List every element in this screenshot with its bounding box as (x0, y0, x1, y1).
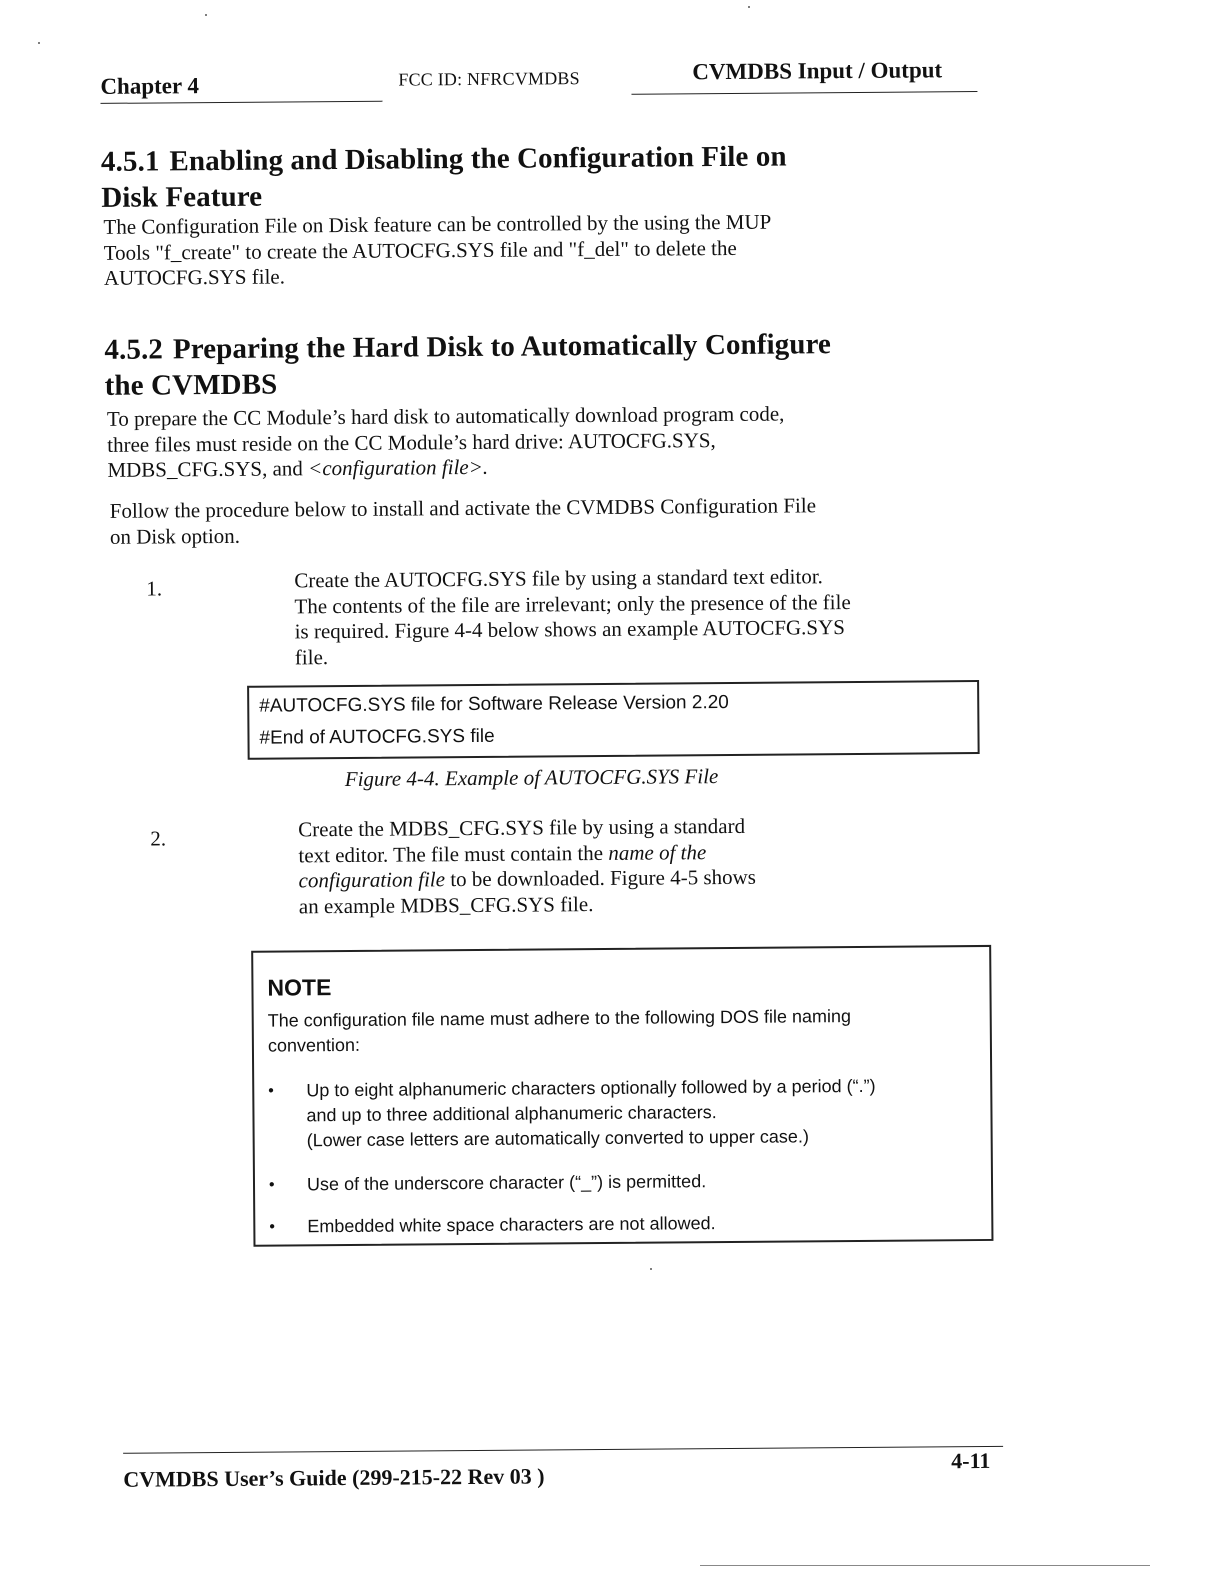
step-text: text editor. The file must contain the (298, 840, 609, 867)
step-text: to be downloaded. Figure 4-5 shows (444, 864, 756, 892)
header-section-title: CVMDBS Input / Output (692, 57, 943, 85)
paragraph-line: Follow the procedure below to install and activate the CVMDBS Configuration File (109, 493, 817, 523)
bullet-line: and up to three additional alphanumeric characters. (306, 1102, 717, 1126)
step-2-text (298, 813, 879, 920)
step-italic-text: configuration file (298, 867, 446, 893)
paragraph-line: three files must reside on the CC Module’s hard drive: AUTOCFG.SYS, (107, 427, 716, 457)
section-451-number: 4.5.1 (100, 145, 160, 178)
note-box (251, 945, 993, 1247)
paragraph-line: Tools "f_create" to create the AUTOCFG.SYS file and "f_del" to delete the (103, 235, 737, 265)
section-451-paragraph (103, 208, 964, 291)
scan-speck (38, 42, 40, 44)
note-intro (268, 1003, 948, 1058)
header-fcc-id: FCC ID: NFRCVMDBS (398, 68, 580, 90)
paragraph-line: AUTOCFG.SYS file. (103, 264, 286, 290)
section-451-heading (101, 137, 1002, 216)
section-452-title-line1: Preparing the Hard Disk to Automatically Configure (172, 328, 832, 366)
bullet-icon: • (268, 1176, 275, 1194)
step-1-text (294, 563, 985, 670)
note-line: convention: (267, 1034, 361, 1056)
step-line: an example MDBS_CFG.SYS file. (298, 891, 594, 918)
paragraph-line: To prepare the CC Module’s hard disk to automatically download program code, (106, 401, 785, 431)
step-line: The contents of the file are irrelevant; only the presence of the file (294, 589, 851, 618)
bullet-line: Up to eight alphanumeric characters optionally followed by a period (“.”) (306, 1075, 876, 1101)
step-line: file. (294, 644, 329, 669)
step-line: Create the AUTOCFG.SYS file by using a standard text editor. (294, 564, 823, 593)
step-line: Create the MDBS_CFG.SYS file by using a standard (298, 813, 746, 842)
footer-guide-title: CVMDBS User’s Guide (299-215-22 Rev 03 ) (123, 1463, 545, 1492)
paragraph-line: on Disk option. (109, 523, 241, 549)
section-452-paragraph-2 (110, 492, 990, 550)
section-451-title-line1: Enabling and Disabling the Configuration File on (169, 140, 787, 178)
bullet-line: Use of the underscore character (“_”) is permitted. (306, 1171, 707, 1195)
bullet-line: Embedded white space characters are not allowed. (307, 1213, 716, 1237)
scan-speck (748, 6, 750, 8)
header-rule-left (101, 101, 383, 104)
bullet-line: (Lower case letters are automatically converted to upper case.) (306, 1126, 809, 1151)
configuration-file-placeholder: <configuration file>. (308, 454, 489, 481)
section-452-number: 4.5.2 (104, 333, 164, 366)
step-1-number: 1. (146, 576, 163, 601)
section-452-title-line2: the CVMDBS (104, 368, 278, 402)
paragraph-line: The Configuration File on Disk feature can be controlled by the using the MUP (103, 209, 772, 239)
scan-edge-line (700, 1565, 1150, 1566)
scan-speck (650, 1268, 652, 1270)
scan-speck (205, 14, 207, 16)
section-452-paragraph-1 (107, 400, 988, 483)
figure-4-4-caption: Figure 4-4. Example of AUTOCFG.SYS File (344, 764, 719, 792)
step-italic-text: name of the (608, 839, 707, 865)
step-2-number: 2. (150, 826, 167, 851)
step-line: is required. Figure 4-4 below shows an example AUTOCFG.SYS (294, 615, 845, 644)
figure-4-4-code-box (247, 680, 980, 760)
header-rule-right (631, 91, 977, 95)
note-line: The configuration file name must adhere to the following DOS file naming (267, 1006, 852, 1031)
code-line: #AUTOCFG.SYS file for Software Release Version 2.20 (259, 691, 729, 717)
footer-page-number: 4-11 (951, 1447, 991, 1474)
section-451-title-line2: Disk Feature (101, 180, 263, 214)
header-chapter: Chapter 4 (100, 73, 200, 99)
section-452-heading (104, 325, 1025, 404)
bullet-icon: • (269, 1218, 276, 1236)
footer-rule (123, 1446, 1003, 1454)
note-title: NOTE (267, 974, 332, 1001)
code-line: #End of AUTOCFG.SYS file (259, 725, 495, 749)
paragraph-text: MDBS_CFG.SYS, and (107, 456, 309, 482)
bullet-icon: • (268, 1082, 274, 1100)
